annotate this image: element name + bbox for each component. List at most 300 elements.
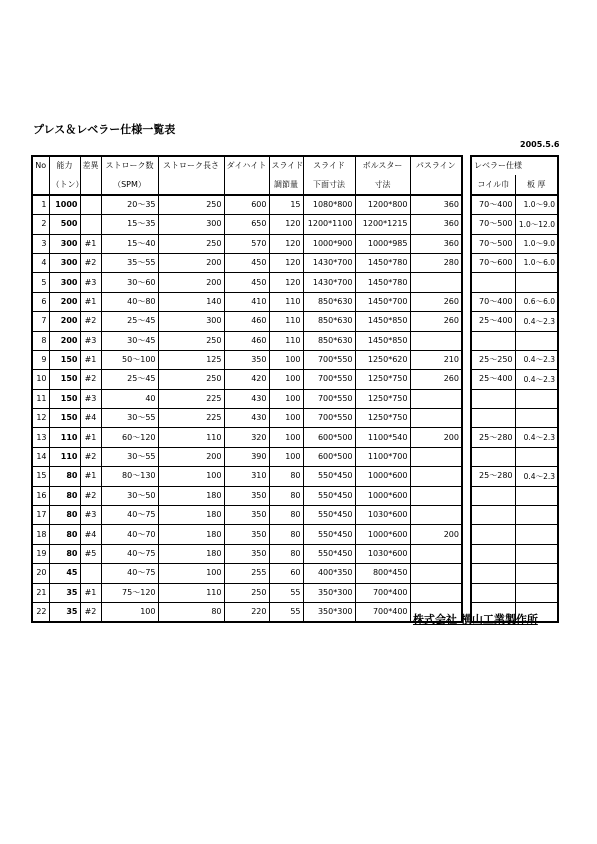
cell-diff: #2 (80, 486, 101, 505)
cell-passline (410, 506, 462, 525)
table-row (32, 350, 462, 369)
cell-coil-width: 25～400 (471, 370, 515, 389)
document-date: 2005.5.6 (520, 140, 560, 149)
header-die-height: ダイハイト (224, 156, 269, 175)
leveler-row (471, 292, 558, 311)
document-title: プレス＆レベラー仕様一覧表 (33, 123, 176, 136)
cell-slide-dim: 850*630 (303, 331, 355, 350)
cell-passline: 260 (410, 312, 462, 331)
cell-row-no: 5 (32, 273, 49, 292)
cell-stroke-length: 180 (158, 525, 224, 544)
cell-slide-dim: 550*450 (303, 544, 355, 563)
cell-stroke-length: 200 (158, 253, 224, 272)
header-strokes-unit: （SPM） (101, 175, 158, 194)
cell-die-height: 350 (224, 525, 269, 544)
cell-thickness (515, 486, 558, 505)
cell-coil-width: 70～400 (471, 292, 515, 311)
table-row (32, 273, 462, 292)
cell-slide-dim: 400*350 (303, 564, 355, 583)
cell-passline (410, 486, 462, 505)
cell-die-height: 430 (224, 389, 269, 408)
cell-slide-dim: 700*550 (303, 350, 355, 369)
cell-strokes: 30～55 (101, 409, 158, 428)
cell-passline: 210 (410, 350, 462, 369)
cell-passline: 280 (410, 253, 462, 272)
cell-capacity: 80 (49, 467, 80, 486)
cell-strokes: 15～35 (101, 215, 158, 234)
leveler-row (471, 506, 558, 525)
header-strokes: ストローク数 (101, 156, 158, 175)
cell-strokes: 60～120 (101, 428, 158, 447)
cell-passline (410, 389, 462, 408)
cell-die-height: 460 (224, 312, 269, 331)
leveler-row (471, 234, 558, 253)
cell-strokes: 75～120 (101, 583, 158, 602)
cell-passline (410, 544, 462, 563)
cell-slide-adjust: 100 (269, 350, 303, 369)
leveler-header-row-2 (471, 175, 558, 194)
cell-thickness: 1.0～12.0 (515, 215, 558, 234)
cell-die-height: 320 (224, 428, 269, 447)
cell-strokes: 40～75 (101, 506, 158, 525)
cell-passline (410, 564, 462, 583)
cell-capacity: 35 (49, 583, 80, 602)
cell-bolster: 700*400 (355, 583, 410, 602)
cell-slide-adjust: 100 (269, 389, 303, 408)
leveler-header-row-1 (471, 156, 558, 175)
cell-passline: 360 (410, 234, 462, 253)
cell-die-height: 350 (224, 486, 269, 505)
cell-capacity: 150 (49, 409, 80, 428)
cell-strokes: 100 (101, 602, 158, 622)
leveler-row (471, 253, 558, 272)
cell-row-no: 11 (32, 389, 49, 408)
cell-diff: #3 (80, 389, 101, 408)
cell-diff: #2 (80, 253, 101, 272)
cell-slide-dim: 700*550 (303, 370, 355, 389)
cell-capacity: 80 (49, 486, 80, 505)
cell-stroke-length: 180 (158, 486, 224, 505)
cell-die-height: 450 (224, 253, 269, 272)
cell-slide-adjust: 55 (269, 602, 303, 622)
cell-passline (410, 467, 462, 486)
cell-bolster: 700*400 (355, 602, 410, 622)
cell-strokes: 40～75 (101, 544, 158, 563)
cell-slide-adjust: 110 (269, 331, 303, 350)
cell-passline: 260 (410, 370, 462, 389)
cell-slide-dim: 850*630 (303, 292, 355, 311)
cell-capacity: 300 (49, 234, 80, 253)
cell-slide-adjust: 15 (269, 195, 303, 215)
table-row (32, 370, 462, 389)
cell-bolster: 1000*600 (355, 525, 410, 544)
cell-capacity: 200 (49, 331, 80, 350)
cell-stroke-length: 100 (158, 564, 224, 583)
cell-thickness (515, 447, 558, 466)
cell-die-height: 250 (224, 583, 269, 602)
cell-strokes: 40 (101, 389, 158, 408)
cell-passline: 200 (410, 525, 462, 544)
cell-strokes: 25～45 (101, 370, 158, 389)
cell-bolster: 1200*1215 (355, 215, 410, 234)
cell-strokes: 50～100 (101, 350, 158, 369)
cell-strokes: 30～45 (101, 331, 158, 350)
cell-bolster: 1250*750 (355, 370, 410, 389)
cell-thickness (515, 409, 558, 428)
cell-coil-width (471, 564, 515, 583)
cell-slide-adjust: 120 (269, 253, 303, 272)
leveler-row (471, 389, 558, 408)
leveler-row (471, 331, 558, 350)
cell-slide-dim: 600*500 (303, 447, 355, 466)
cell-capacity: 45 (49, 564, 80, 583)
cell-slide-dim: 1200*1100 (303, 215, 355, 234)
cell-bolster: 1030*600 (355, 544, 410, 563)
cell-bolster: 1100*540 (355, 428, 410, 447)
table-row (32, 253, 462, 272)
cell-stroke-length: 110 (158, 428, 224, 447)
cell-thickness (515, 525, 558, 544)
cell-diff: #1 (80, 292, 101, 311)
cell-bolster: 1450*780 (355, 253, 410, 272)
cell-diff: #4 (80, 525, 101, 544)
cell-slide-adjust: 80 (269, 506, 303, 525)
cell-capacity: 110 (49, 447, 80, 466)
cell-diff: #2 (80, 602, 101, 622)
cell-diff: #2 (80, 447, 101, 466)
cell-slide-adjust: 80 (269, 486, 303, 505)
cell-thickness: 0.4～2.3 (515, 370, 558, 389)
cell-row-no: 14 (32, 447, 49, 466)
cell-row-no: 16 (32, 486, 49, 505)
cell-capacity: 300 (49, 253, 80, 272)
cell-thickness: 1.0～9.0 (515, 234, 558, 253)
leveler-row (471, 215, 558, 234)
leveler-spec-table (470, 155, 559, 623)
cell-row-no: 6 (32, 292, 49, 311)
cell-strokes: 35～55 (101, 253, 158, 272)
table-row (32, 544, 462, 563)
cell-bolster: 1450*780 (355, 273, 410, 292)
cell-bolster: 1000*600 (355, 467, 410, 486)
cell-diff: #1 (80, 467, 101, 486)
cell-slide-dim: 550*450 (303, 506, 355, 525)
cell-slide-adjust: 110 (269, 292, 303, 311)
cell-strokes: 15～40 (101, 234, 158, 253)
cell-slide-adjust: 120 (269, 234, 303, 253)
header-diff: 差異 (80, 156, 101, 175)
cell-capacity: 35 (49, 602, 80, 622)
cell-thickness: 0.4～2.3 (515, 428, 558, 447)
cell-diff: #2 (80, 370, 101, 389)
header-stroke-length: ストローク長さ (158, 156, 224, 175)
cell-bolster: 1450*700 (355, 292, 410, 311)
cell-row-no: 1 (32, 195, 49, 215)
cell-coil-width (471, 583, 515, 602)
cell-diff (80, 564, 101, 583)
cell-slide-dim: 550*450 (303, 525, 355, 544)
cell-coil-width (471, 506, 515, 525)
table-row (32, 234, 462, 253)
cell-thickness (515, 583, 558, 602)
cell-bolster: 1450*850 (355, 312, 410, 331)
leveler-header-coil: コイル巾 (471, 175, 515, 194)
cell-slide-dim: 1000*900 (303, 234, 355, 253)
cell-thickness (515, 273, 558, 292)
cell-diff: #1 (80, 350, 101, 369)
cell-thickness (515, 564, 558, 583)
cell-slide-dim: 850*630 (303, 312, 355, 331)
cell-die-height: 600 (224, 195, 269, 215)
table-row (32, 602, 462, 622)
cell-bolster: 1250*750 (355, 389, 410, 408)
cell-thickness (515, 331, 558, 350)
cell-slide-dim: 700*550 (303, 389, 355, 408)
cell-slide-adjust: 100 (269, 428, 303, 447)
table-row (32, 215, 462, 234)
leveler-row (471, 428, 558, 447)
cell-coil-width: 25～400 (471, 312, 515, 331)
cell-row-no: 9 (32, 350, 49, 369)
cell-strokes: 40～70 (101, 525, 158, 544)
header-row-2 (32, 175, 462, 194)
cell-strokes: 40～75 (101, 564, 158, 583)
cell-diff (80, 195, 101, 215)
cell-capacity: 1000 (49, 195, 80, 215)
cell-coil-width: 25～280 (471, 428, 515, 447)
header-stroke-length-2 (158, 175, 224, 194)
cell-row-no: 8 (32, 331, 49, 350)
cell-stroke-length: 300 (158, 312, 224, 331)
cell-coil-width (471, 389, 515, 408)
cell-capacity: 150 (49, 370, 80, 389)
cell-diff: #5 (80, 544, 101, 563)
cell-row-no: 18 (32, 525, 49, 544)
cell-row-no: 2 (32, 215, 49, 234)
header-slide-adjust: スライド (269, 156, 303, 175)
cell-bolster: 1000*985 (355, 234, 410, 253)
cell-capacity: 150 (49, 389, 80, 408)
cell-diff: #2 (80, 312, 101, 331)
cell-row-no: 21 (32, 583, 49, 602)
cell-thickness: 0.4～2.3 (515, 350, 558, 369)
cell-thickness: 1.0～9.0 (515, 195, 558, 215)
cell-bolster: 800*450 (355, 564, 410, 583)
cell-row-no: 17 (32, 506, 49, 525)
cell-thickness: 0.4～2.3 (515, 312, 558, 331)
table-row (32, 428, 462, 447)
cell-row-no: 4 (32, 253, 49, 272)
cell-strokes: 30～55 (101, 447, 158, 466)
cell-diff (80, 215, 101, 234)
cell-passline: 260 (410, 292, 462, 311)
cell-coil-width: 70～500 (471, 234, 515, 253)
cell-coil-width (471, 447, 515, 466)
cell-slide-dim: 1080*800 (303, 195, 355, 215)
cell-capacity: 80 (49, 506, 80, 525)
cell-passline (410, 447, 462, 466)
cell-slide-adjust: 100 (269, 409, 303, 428)
press-spec-body (32, 195, 462, 623)
cell-coil-width: 70～400 (471, 195, 515, 215)
cell-capacity: 200 (49, 312, 80, 331)
cell-stroke-length: 110 (158, 583, 224, 602)
cell-strokes: 20～35 (101, 195, 158, 215)
header-slide-adjust-2: 調節量 (269, 175, 303, 194)
leveler-row (471, 409, 558, 428)
cell-bolster: 1450*850 (355, 331, 410, 350)
press-spec-table (31, 155, 463, 623)
header-capacity-unit: （トン） (49, 175, 80, 194)
cell-die-height: 460 (224, 331, 269, 350)
cell-slide-adjust: 100 (269, 370, 303, 389)
table-row (32, 312, 462, 331)
header-no: No (32, 156, 49, 175)
company-name: 株式会社 横山工業製作所 (413, 613, 538, 626)
cell-coil-width (471, 525, 515, 544)
leveler-row (471, 447, 558, 466)
cell-slide-adjust: 110 (269, 312, 303, 331)
leveler-row (471, 312, 558, 331)
cell-capacity: 80 (49, 544, 80, 563)
cell-diff: #1 (80, 583, 101, 602)
cell-diff: #4 (80, 409, 101, 428)
cell-stroke-length: 180 (158, 544, 224, 563)
cell-diff: #3 (80, 506, 101, 525)
leveler-header-thickness: 板 厚 (515, 175, 558, 194)
cell-row-no: 7 (32, 312, 49, 331)
cell-slide-adjust: 120 (269, 273, 303, 292)
cell-passline: 200 (410, 428, 462, 447)
cell-capacity: 80 (49, 525, 80, 544)
leveler-header-title: レベラー仕様 (471, 156, 558, 175)
table-row (32, 467, 462, 486)
cell-passline (410, 583, 462, 602)
cell-coil-width: 25～280 (471, 467, 515, 486)
cell-capacity: 150 (49, 350, 80, 369)
cell-bolster: 1250*750 (355, 409, 410, 428)
cell-bolster: 1000*600 (355, 486, 410, 505)
cell-passline: 360 (410, 195, 462, 215)
cell-coil-width (471, 331, 515, 350)
leveler-row (471, 583, 558, 602)
table-row (32, 583, 462, 602)
cell-stroke-length: 125 (158, 350, 224, 369)
cell-diff: #1 (80, 428, 101, 447)
cell-thickness (515, 544, 558, 563)
cell-thickness: 0.4～2.3 (515, 467, 558, 486)
cell-stroke-length: 180 (158, 506, 224, 525)
table-row (32, 486, 462, 505)
cell-bolster: 1100*700 (355, 447, 410, 466)
cell-bolster: 1200*800 (355, 195, 410, 215)
header-slide-dim: スライド (303, 156, 355, 175)
cell-slide-dim: 1430*700 (303, 253, 355, 272)
cell-bolster: 1030*600 (355, 506, 410, 525)
cell-stroke-length: 100 (158, 467, 224, 486)
cell-slide-adjust: 80 (269, 467, 303, 486)
cell-bolster: 1250*620 (355, 350, 410, 369)
cell-die-height: 350 (224, 506, 269, 525)
cell-passline (410, 409, 462, 428)
cell-strokes: 40～80 (101, 292, 158, 311)
cell-stroke-length: 225 (158, 409, 224, 428)
cell-stroke-length: 200 (158, 273, 224, 292)
cell-strokes: 30～50 (101, 486, 158, 505)
cell-diff: #3 (80, 331, 101, 350)
cell-capacity: 300 (49, 273, 80, 292)
cell-stroke-length: 300 (158, 215, 224, 234)
cell-slide-dim: 1430*700 (303, 273, 355, 292)
cell-slide-adjust: 60 (269, 564, 303, 583)
cell-passline (410, 273, 462, 292)
cell-strokes: 80～130 (101, 467, 158, 486)
table-row (32, 292, 462, 311)
table-row (32, 195, 462, 215)
cell-coil-width (471, 273, 515, 292)
cell-capacity: 110 (49, 428, 80, 447)
header-row-1 (32, 156, 462, 175)
header-capacity: 能力 (49, 156, 80, 175)
cell-stroke-length: 200 (158, 447, 224, 466)
cell-stroke-length: 250 (158, 195, 224, 215)
cell-coil-width: 70～600 (471, 253, 515, 272)
header-passline: パスライン (410, 156, 462, 175)
cell-die-height: 350 (224, 544, 269, 563)
cell-capacity: 200 (49, 292, 80, 311)
leveler-row (471, 350, 558, 369)
header-no-2 (32, 175, 49, 194)
cell-row-no: 19 (32, 544, 49, 563)
cell-slide-dim: 350*300 (303, 583, 355, 602)
cell-die-height: 220 (224, 602, 269, 622)
leveler-row (471, 273, 558, 292)
cell-slide-dim: 700*550 (303, 409, 355, 428)
cell-strokes: 25～45 (101, 312, 158, 331)
cell-coil-width: 25～250 (471, 350, 515, 369)
cell-die-height: 350 (224, 350, 269, 369)
cell-slide-dim: 550*450 (303, 467, 355, 486)
cell-diff: #1 (80, 234, 101, 253)
cell-strokes: 30～60 (101, 273, 158, 292)
cell-stroke-length: 225 (158, 389, 224, 408)
header-bolster: ボルスター (355, 156, 410, 175)
header-bolster-2: 寸法 (355, 175, 410, 194)
table-row (32, 409, 462, 428)
cell-thickness: 0.6～6.0 (515, 292, 558, 311)
cell-slide-adjust: 80 (269, 525, 303, 544)
cell-slide-adjust: 80 (269, 544, 303, 563)
cell-die-height: 410 (224, 292, 269, 311)
cell-die-height: 450 (224, 273, 269, 292)
header-die-height-2 (224, 175, 269, 194)
cell-die-height: 420 (224, 370, 269, 389)
table-row (32, 389, 462, 408)
leveler-row (471, 486, 558, 505)
cell-row-no: 10 (32, 370, 49, 389)
cell-passline: 360 (410, 215, 462, 234)
cell-stroke-length: 250 (158, 331, 224, 350)
cell-stroke-length: 140 (158, 292, 224, 311)
cell-diff: #3 (80, 273, 101, 292)
cell-thickness: 1.0～6.0 (515, 253, 558, 272)
cell-row-no: 3 (32, 234, 49, 253)
cell-row-no: 13 (32, 428, 49, 447)
cell-die-height: 430 (224, 409, 269, 428)
table-row (32, 525, 462, 544)
table-row (32, 506, 462, 525)
cell-slide-dim: 550*450 (303, 486, 355, 505)
